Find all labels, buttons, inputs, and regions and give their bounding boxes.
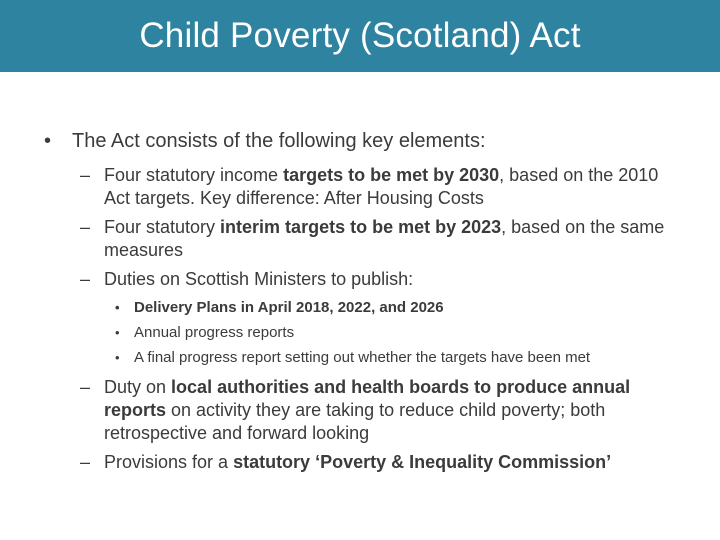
- dash-icon: –: [80, 452, 91, 472]
- dash-icon: –: [80, 377, 91, 397]
- dash-icon: –: [80, 165, 91, 185]
- item-bold-text: interim targets to be met by 2023: [220, 217, 502, 237]
- sub-item-final-report: [0, 347, 720, 368]
- item-text: , based on the 2010 Act targets. Key difference: After Housing Costs: [104, 165, 659, 208]
- item-text: Provisions for a: [104, 452, 234, 472]
- list-item-income-targets: [0, 164, 720, 210]
- item-text: on activity they are taking to reduce child poverty; both retrospective and forward looking: [104, 400, 606, 443]
- item-bold-text: local authorities and health boards to produce annual reports: [104, 377, 631, 420]
- item-text: Four statutory income: [104, 165, 284, 185]
- sub-item-text: Annual progress reports: [134, 324, 295, 341]
- bullet-dot-icon: •: [115, 325, 120, 340]
- list-item-commission: [0, 451, 720, 474]
- list-item-interim-targets: [0, 216, 720, 262]
- dash-icon: –: [80, 217, 91, 237]
- bullet-dot-icon: •: [44, 130, 52, 152]
- item-bold-text: statutory ‘Poverty & Inequality Commission’: [233, 452, 612, 472]
- intro-text: The Act consists of the following key elements:: [72, 130, 486, 152]
- sub-item-text: A final progress report setting out whether the targets have been met: [134, 349, 591, 366]
- sub-item-text: Delivery Plans in April 2018, 2022, and 2026: [134, 299, 444, 316]
- dash-icon: –: [80, 269, 91, 289]
- list-item-ministers-duties: [0, 268, 720, 291]
- intro-bullet: [0, 128, 720, 154]
- item-text: , based on the same measures: [104, 217, 665, 260]
- slide-content: [0, 128, 720, 480]
- sub-item-annual-reports: [0, 322, 720, 343]
- item-bold-text: targets to be met by 2030: [283, 165, 500, 185]
- item-text: Four statutory: [104, 217, 221, 237]
- sublist: [0, 297, 720, 368]
- bullet-dot-icon: •: [115, 300, 120, 315]
- bullet-dot-icon: •: [115, 350, 120, 365]
- item-text: Duties on Scottish Ministers to publish:: [104, 269, 414, 289]
- sub-item-delivery-plans: [0, 297, 720, 318]
- slide-title: Child Poverty (Scotland) Act: [139, 16, 581, 55]
- list-item-local-authorities: [0, 376, 720, 445]
- item-text: Duty on: [104, 377, 172, 397]
- title-bar: [0, 0, 720, 72]
